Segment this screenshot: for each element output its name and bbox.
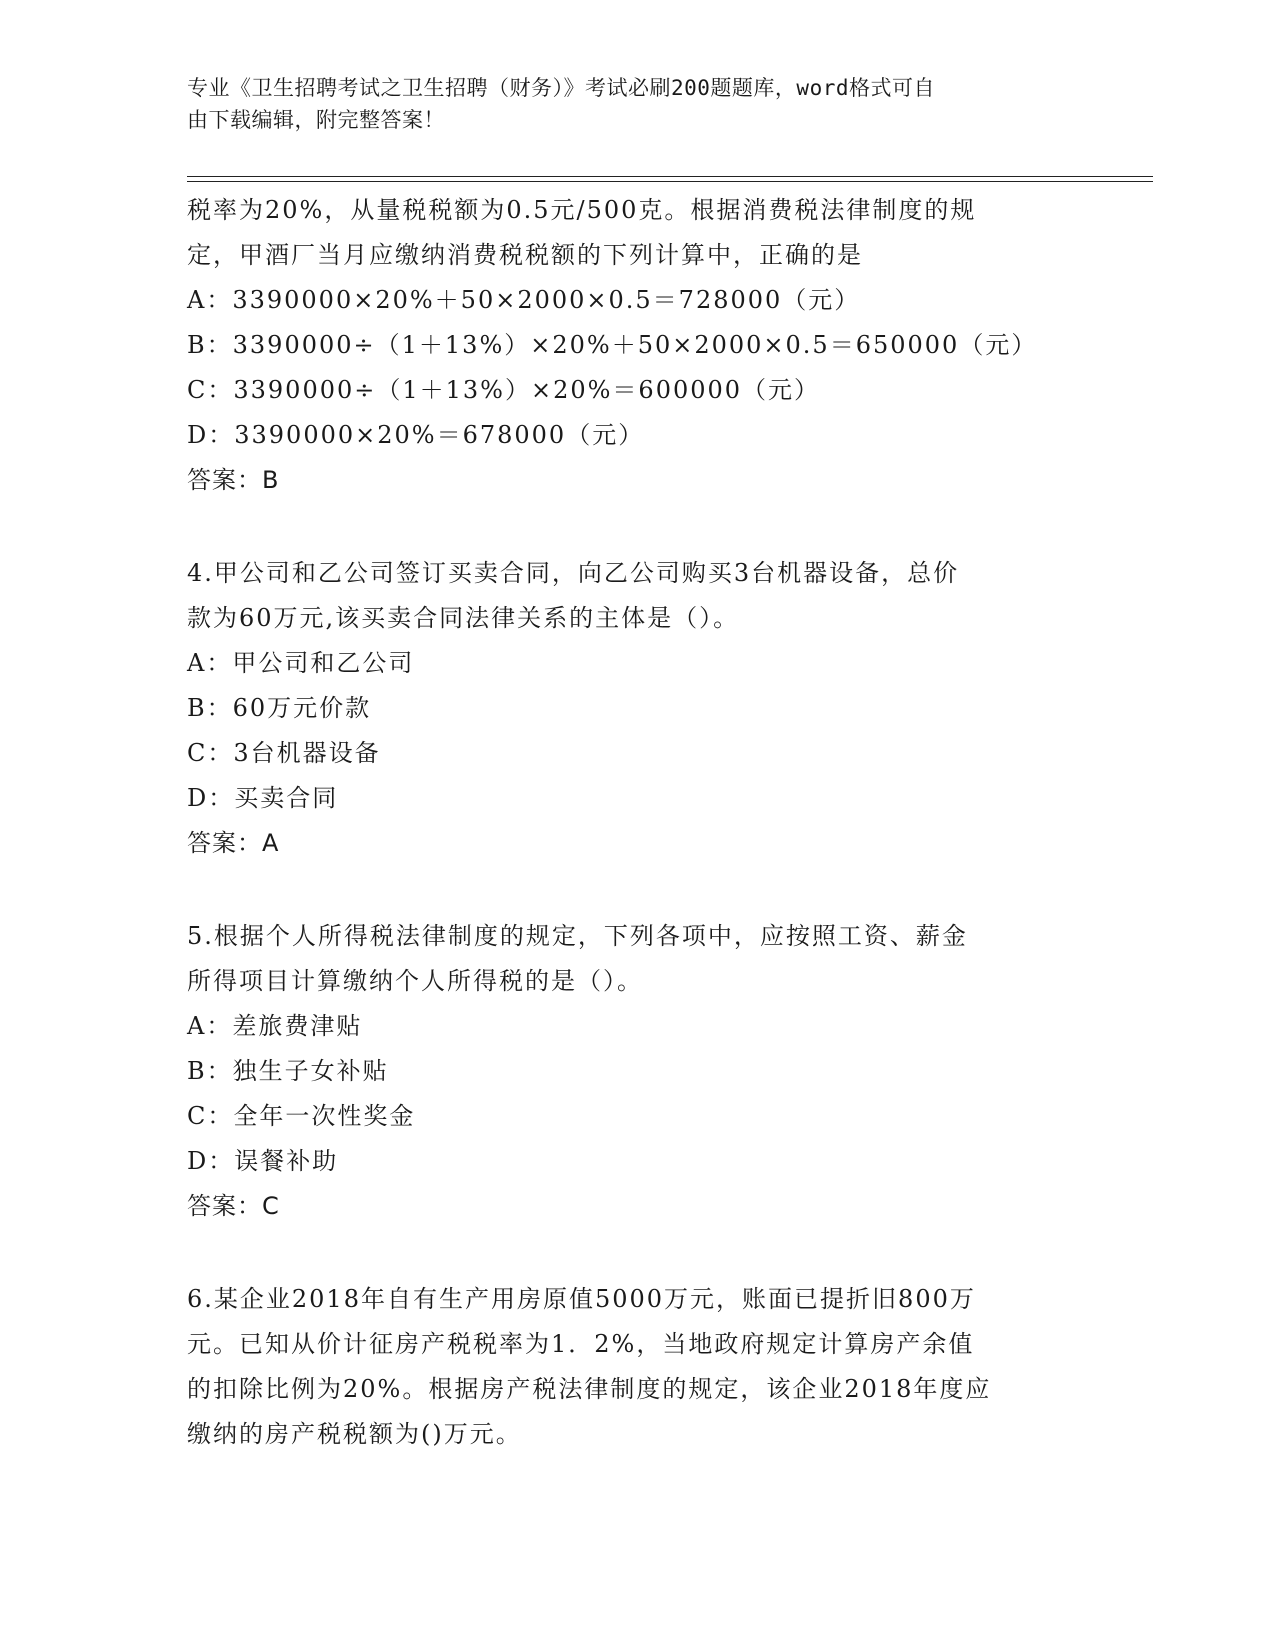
- question-stem-line: 6.某企业2018年自有生产用房原值5000万元，账面已提折旧800万: [187, 1285, 976, 1313]
- answer-label: 答案：B: [187, 466, 280, 494]
- document-header: [187, 72, 1087, 136]
- question-block-4: [187, 551, 1087, 866]
- spacer: [187, 866, 1087, 914]
- question-block-5: [187, 914, 1087, 1229]
- spacer: [187, 503, 1087, 551]
- option-c: C：全年一次性奖金: [187, 1102, 416, 1130]
- option-c: C：3台机器设备: [187, 739, 381, 767]
- option-a: A：3390000×20%＋50×2000×0.5＝728000（元）: [187, 286, 861, 314]
- option-c: C：3390000÷（1＋13%）×20%＝600000（元）: [187, 376, 821, 404]
- option-d: D：3390000×20%＝678000（元）: [187, 421, 645, 449]
- header-divider-top: [187, 176, 1153, 177]
- option-a: A：甲公司和乙公司: [187, 649, 415, 677]
- option-d: D：买卖合同: [187, 784, 339, 812]
- question-stem-line: 所得项目计算缴纳个人所得税的是（）。: [187, 967, 643, 995]
- question-stem-line: 4.甲公司和乙公司签订买卖合同，向乙公司购买3台机器设备，总价: [187, 559, 960, 587]
- option-b: B：60万元价款: [187, 694, 372, 722]
- header-title-line-1: 专业《卫生招聘考试之卫生招聘（财务）》考试必刷200题题库，word格式可自: [187, 76, 935, 100]
- option-b: B：独生子女补贴: [187, 1057, 389, 1085]
- question-stem-line: 缴纳的房产税税额为()万元。: [187, 1420, 522, 1448]
- header-divider-bottom: [187, 181, 1153, 182]
- question-stem-line: 定，甲酒厂当月应缴纳消费税税额的下列计算中，正确的是: [187, 241, 863, 269]
- question-stem-line: 的扣除比例为20%。根据房产税法律制度的规定，该企业2018年度应: [187, 1375, 992, 1403]
- question-stem-line: 税率为20%，从量税税额为0.5元/500克。根据消费税法律制度的规: [187, 196, 977, 224]
- option-a: A：差旅费津贴: [187, 1012, 363, 1040]
- option-d: D：误餐补助: [187, 1147, 339, 1175]
- spacer: [187, 1229, 1087, 1277]
- question-block-6: [187, 1277, 1087, 1457]
- answer-label: 答案：C: [187, 1192, 280, 1220]
- question-list: [187, 188, 1087, 1457]
- question-stem-line: 款为60万元,该买卖合同法律关系的主体是（）。: [187, 604, 740, 632]
- answer-label: 答案：A: [187, 829, 280, 857]
- option-b: B：3390000÷（1＋13%）×20%＋50×2000×0.5＝650000（元）: [187, 331, 1038, 359]
- header-title-line-2: 由下载编辑，附完整答案！: [187, 108, 445, 132]
- question-stem-line: 元。已知从价计征房产税税率为1．2%，当地政府规定计算房产余值: [187, 1330, 975, 1358]
- question-block-3: [187, 188, 1087, 503]
- question-stem-line: 5.根据个人所得税法律制度的规定，下列各项中，应按照工资、薪金: [187, 922, 968, 950]
